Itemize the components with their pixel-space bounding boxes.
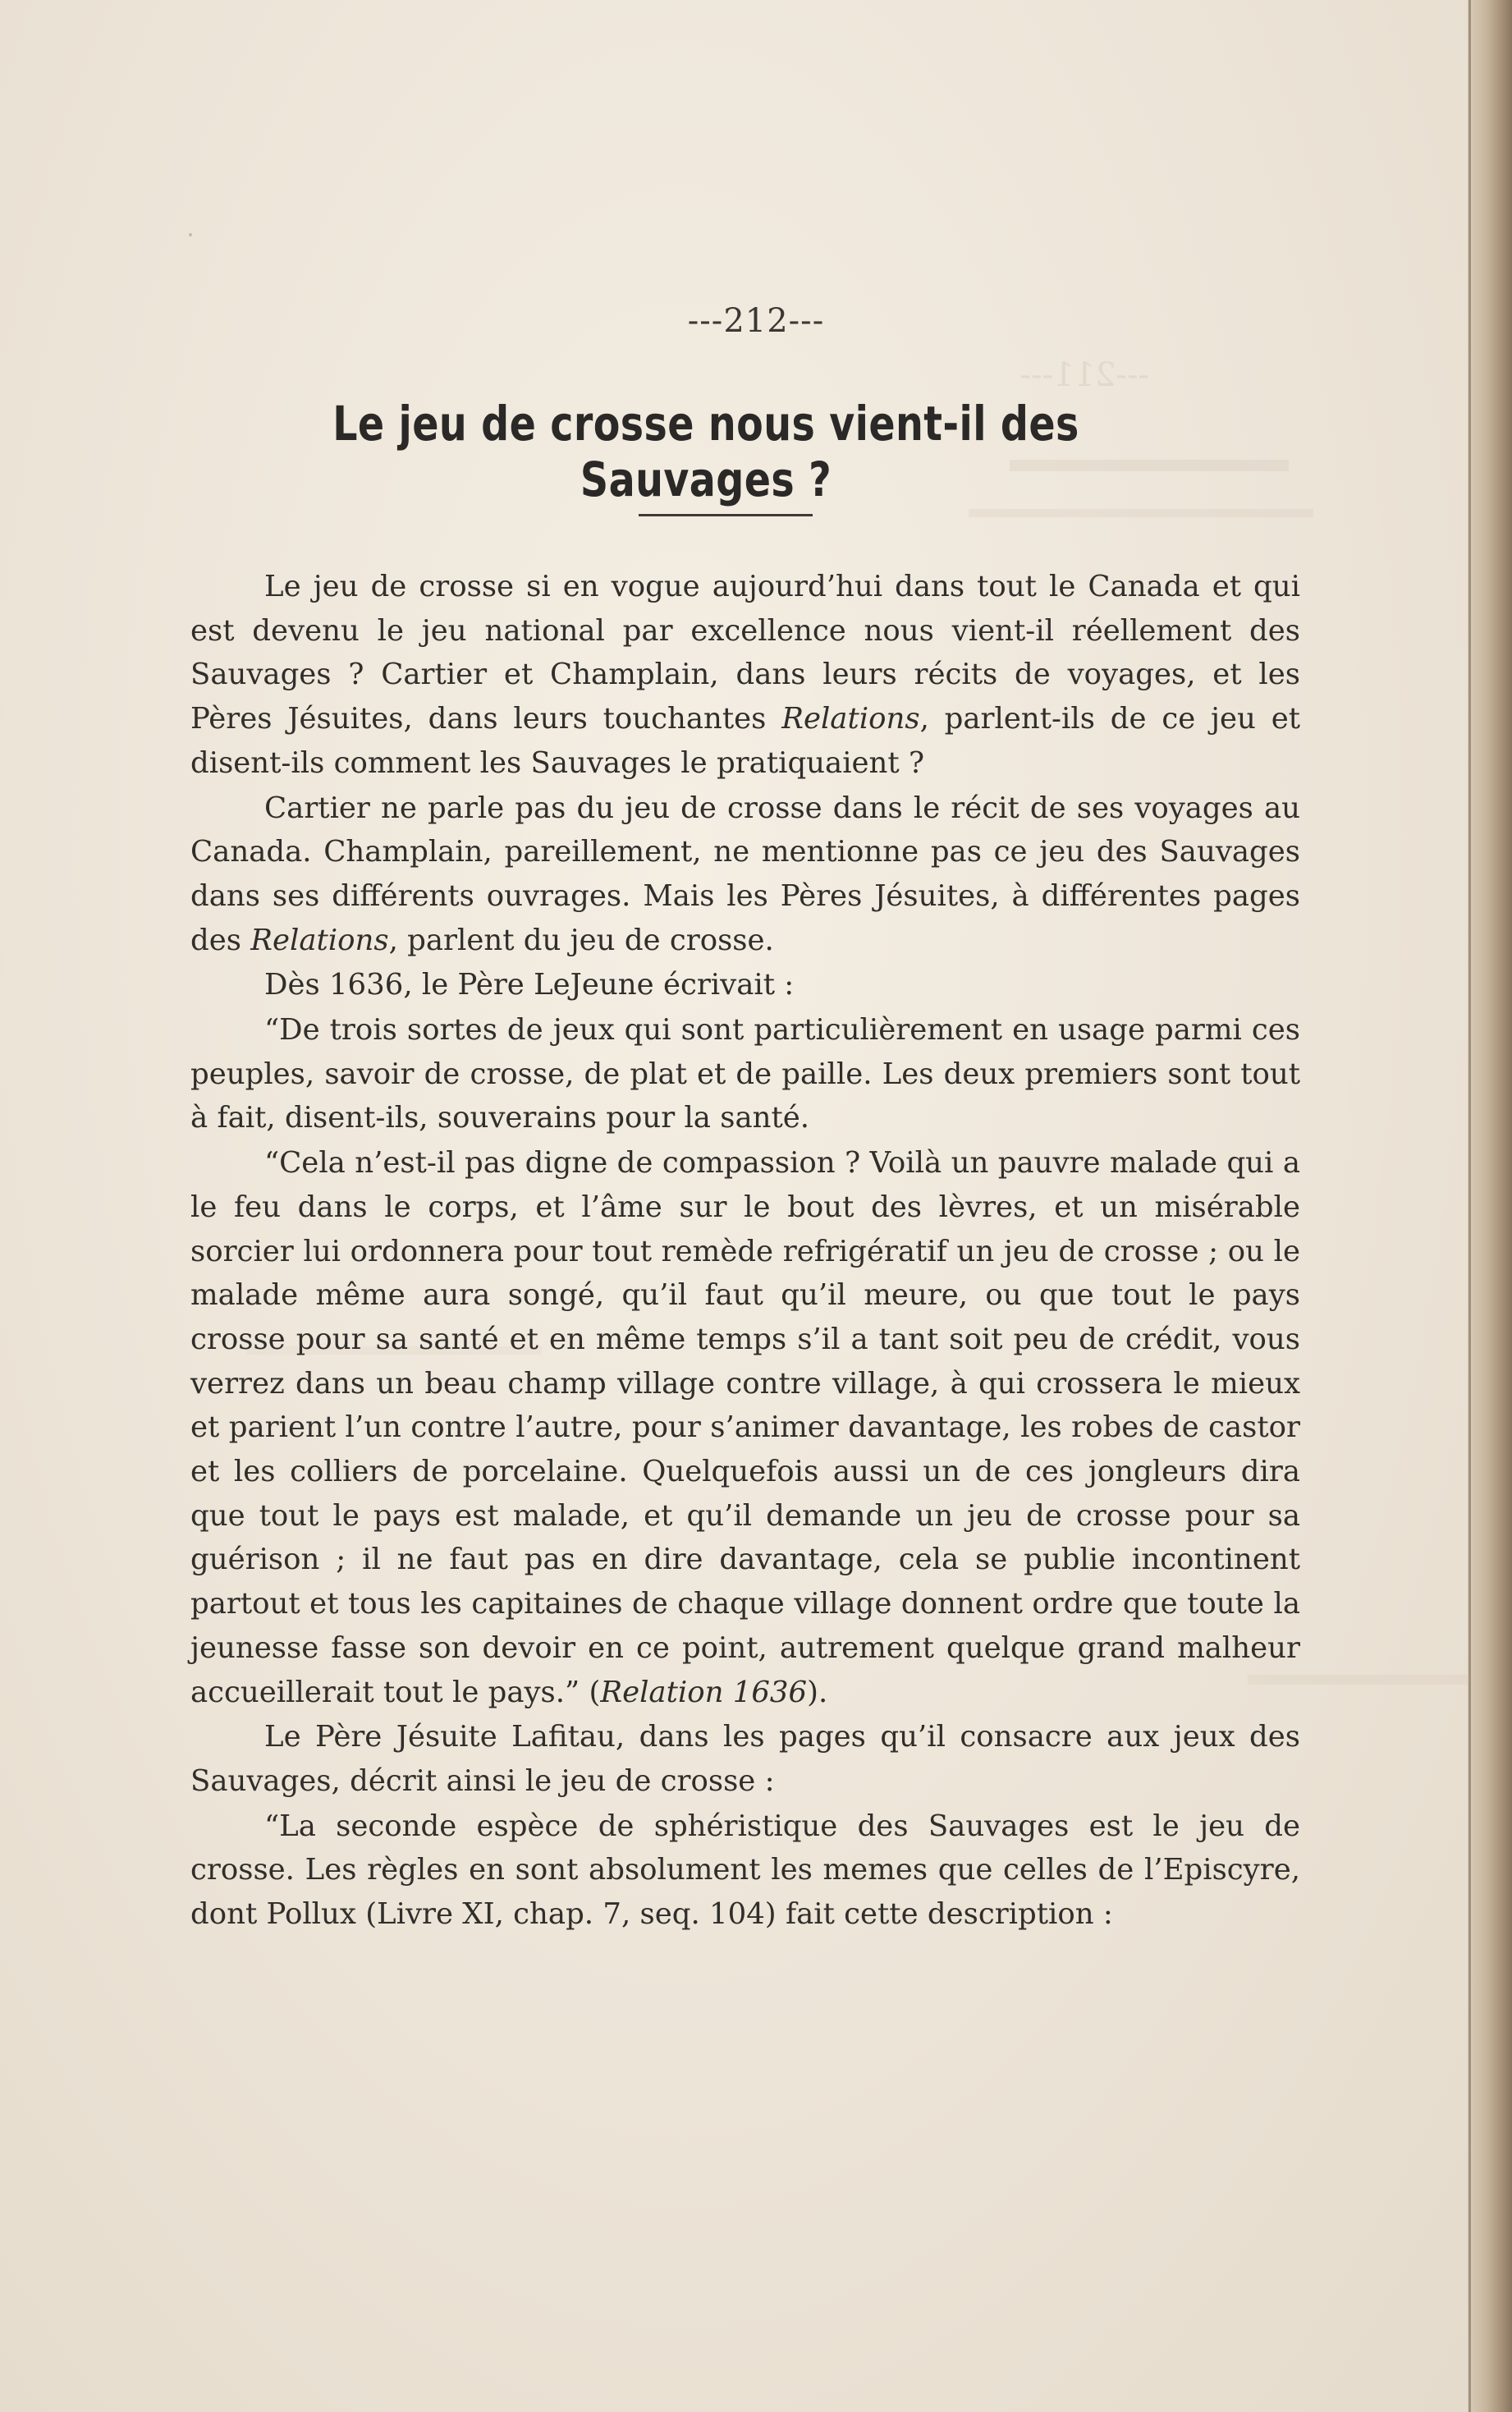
article-body (190, 565, 1300, 1937)
paragraph: Le Père Jésuite Lafitau, dans les pages qu’il consacre aux jeux des Sauvages, décrit ainsi le jeu de crosse : (190, 1720, 1300, 1798)
paragraph: “De trois sortes de jeux qui sont particulièrement en usage parmi ces peuples, savoir de crosse, de plat et de paille. Les deux premiers sont tout à fait, disent-ils, souverains pour la santé. (190, 1013, 1300, 1135)
paragraph: “Cela n’est-il pas digne de compassion ? Voilà un pauvre malade qui a le feu dans le corps, et l’âme sur le bout des lèvres, et un misérable sorcier lui ordonnera pour tout remède refrigératif un jeu de crosse ; ou le malade même aura songé, qu’il faut qu’il meure, ou que tout le pays crosse pour sa santé et en même temps s’il a tant soit peu de crédit, vous verrez dans un beau champ village contre village, à qui crossera le mieux et parient l’un contre l’autre, pour s’animer davantage, les robes de castor et les colliers de porcelaine. Quelquefois aussi un de ces jongleurs dira que tout le pays est malade, et qu’il demande un jeu de crosse pour sa guérison ; il ne faut pas en dire davantage, cela se publie incontinent partout et tous les capitaines de chaque village donnent ordre que toute la jeunesse fasse son devoir en ce point, autrement quelque grand malheur accueillerait tout le pays.” (Relation 1636). (190, 1146, 1300, 1709)
page-number: ---212--- (687, 302, 825, 340)
article-title: Le jeu de crosse nous vient-il des Sauvages ? (332, 396, 1079, 507)
paragraph: Dès 1636, le Père LeJeune écrivait : (264, 968, 795, 1002)
paragraph: “La seconde espèce de sphéristique des Sauvages est le jeu de crosse. Les règles en sont absolument les memes que celles de l’Episcyre, dont Pollux (Livre XI, chap. 7, seq. 104) fait cette description : (190, 1809, 1300, 1932)
book-gutter-edge (1468, 0, 1512, 2412)
book-gutter-line (1468, 0, 1471, 2412)
title-divider (639, 514, 813, 516)
paragraph: Le jeu de crosse si en vogue aujourd’hui dans tout le Canada et qui est devenu le jeu national par excellence nous vient-il réellement des Sauvages ? Cartier et Champlain, dans leurs récits de voyages, et les Pères Jésuites, dans leurs touchantes Relations, parlent-ils de ce jeu et disent-ils comment les Sauvages le pratiquaient ? (190, 570, 1300, 780)
svg-text:---211---: ---211--- (1019, 356, 1149, 394)
paragraph: Cartier ne parle pas du jeu de crosse dans le récit de ses voyages au Canada. Champlain, pareillement, ne mentionne pas ce jeu des Sauvages dans ses différents ouvrages. Mais les Pères Jésuites, à différentes pages des Relations, parlent du jeu de crosse. (190, 791, 1300, 957)
